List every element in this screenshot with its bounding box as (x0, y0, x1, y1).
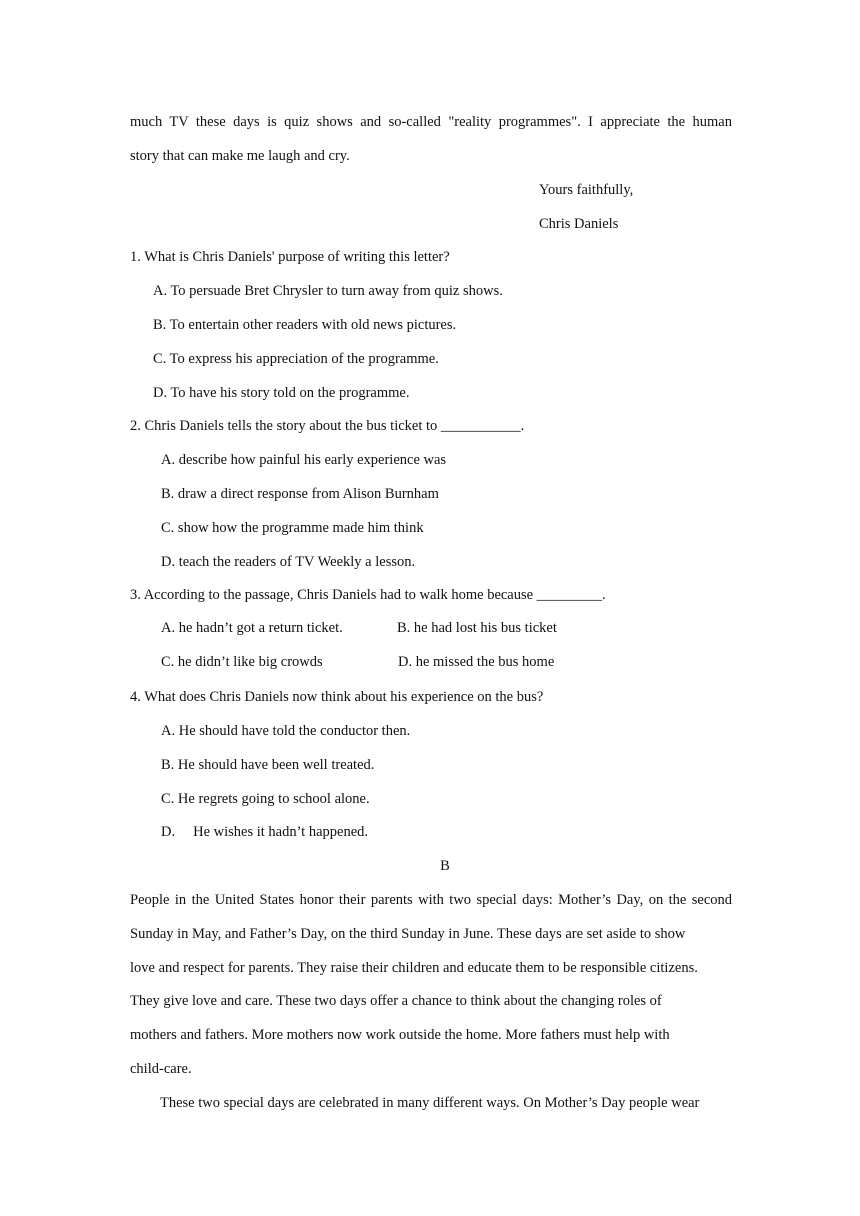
paragraph-line: mothers and fathers. More mothers now work outside the home. More fathers must help with (130, 1027, 670, 1043)
passage-line: much TV these days is quiz shows and so-called "reality programmes". I appreciate the human (130, 114, 732, 130)
option-text: He wishes it hadn’t happened. (193, 824, 369, 840)
answer-option: C. To express his appreciation of the programme. (153, 351, 439, 367)
answer-option: B. draw a direct response from Alison Burnham (161, 486, 439, 502)
answer-option: D. he missed the bus home (398, 654, 555, 670)
passage-line: story that can make me laugh and cry. (130, 148, 350, 164)
answer-option: D. teach the readers of TV Weekly a lesson. (161, 554, 416, 570)
answer-option: A. He should have told the conductor then. (161, 723, 411, 739)
answer-option: B. To entertain other readers with old news pictures. (153, 317, 457, 333)
answer-option: C. he didn’t like big crowds (161, 654, 323, 670)
paragraph-line: love and respect for parents. They raise their children and educate them to be responsible citizens. (130, 960, 698, 976)
answer-option: B. he had lost his bus ticket (397, 620, 557, 636)
question-stem: 2. Chris Daniels tells the story about the bus ticket to ___________. (130, 418, 525, 434)
paragraph-line: These two special days are celebrated in many different ways. On Mother’s Day people wear (160, 1095, 700, 1111)
question-stem: 1. What is Chris Daniels' purpose of writing this letter? (130, 249, 450, 265)
letter-signature: Chris Daniels (539, 216, 619, 232)
section-heading: B (440, 858, 450, 874)
paragraph-line: Sunday in May, and Father’s Day, on the third Sunday in June. These days are set aside to show (130, 926, 686, 942)
answer-option: A. he hadn’t got a return ticket. (161, 620, 343, 636)
answer-option: D. To have his story told on the programme. (153, 385, 410, 401)
answer-option: C. He regrets going to school alone. (161, 791, 370, 807)
answer-option: A. To persuade Bret Chrysler to turn away from quiz shows. (153, 283, 503, 299)
letter-closing: Yours faithfully, (539, 182, 634, 198)
paragraph-line: child-care. (130, 1061, 192, 1077)
question-stem: 3. According to the passage, Chris Daniels had to walk home because _________. (130, 587, 606, 603)
answer-option: C. show how the programme made him think (161, 520, 424, 536)
answer-option (161, 823, 368, 841)
option-letter: D. (161, 824, 176, 840)
answer-option: B. He should have been well treated. (161, 757, 375, 773)
question-stem: 4. What does Chris Daniels now think about his experience on the bus? (130, 689, 544, 705)
paragraph-line: People in the United States honor their parents with two special days: Mother’s Day, on the second (130, 892, 732, 908)
answer-option: A. describe how painful his early experience was (161, 452, 447, 468)
paragraph-line: They give love and care. These two days offer a chance to think about the changing roles of (130, 993, 662, 1009)
